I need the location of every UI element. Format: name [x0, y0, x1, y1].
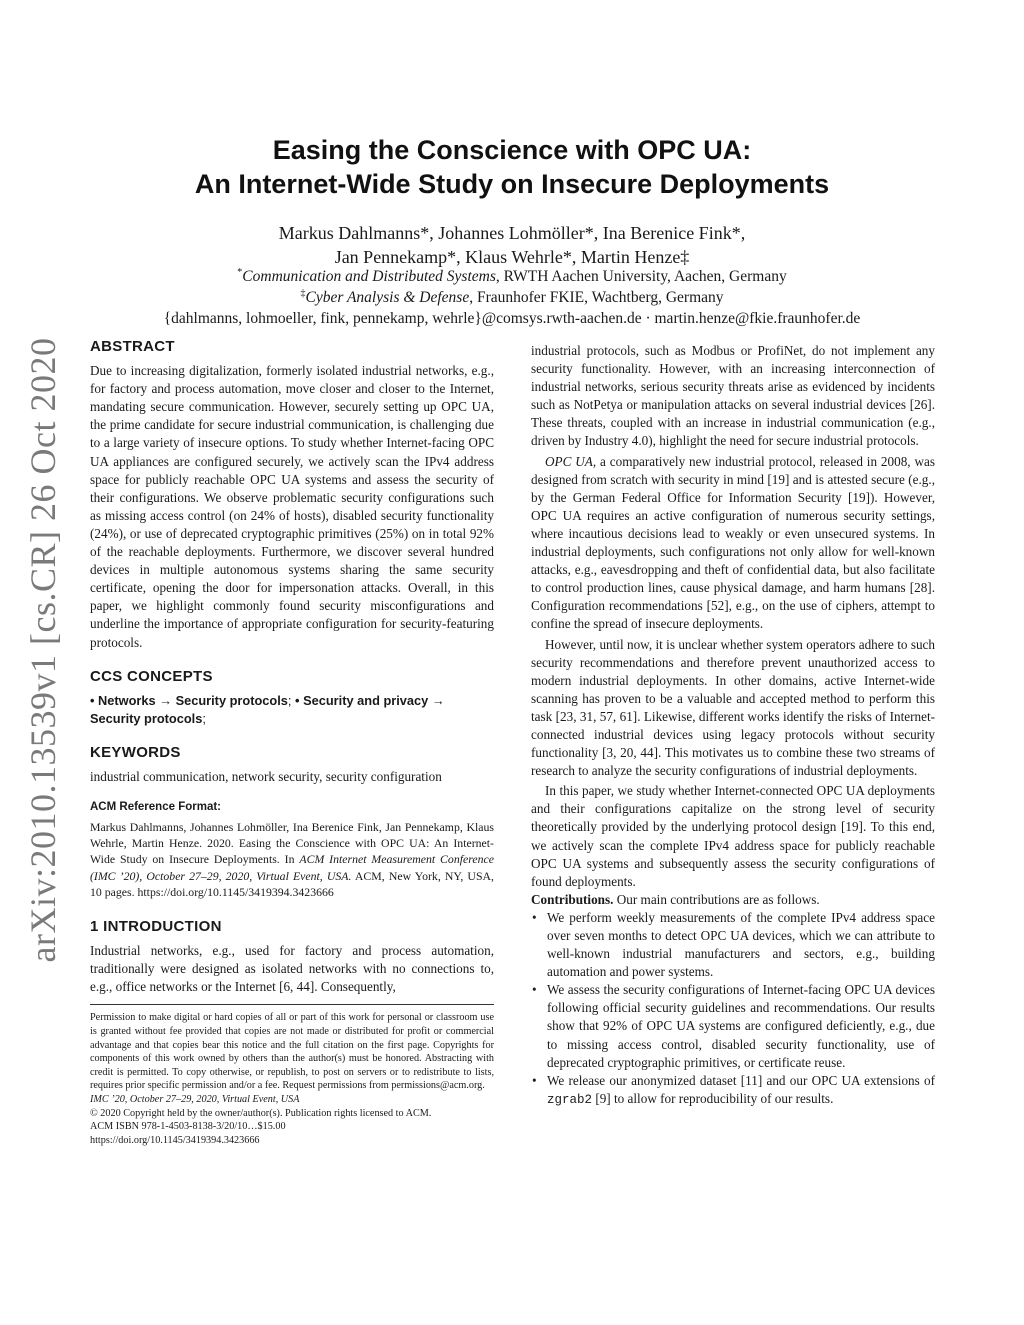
- ccs-category-security: • Security and privacy: [295, 692, 429, 708]
- contributions-paragraph: [531, 891, 935, 909]
- ccs-heading: CCS CONCEPTS: [90, 667, 213, 685]
- permission-copyright: © 2020 Copyright held by the owner/author(s). Publication rights licensed to ACM.: [90, 1107, 432, 1119]
- contributions-intro: Our main contributions are as follows.: [613, 891, 820, 907]
- authors-line-1: Markus Dahlmanns*, Johannes Lohmöller*, Ina Berenice Fink*,: [278, 223, 746, 243]
- author-list: [90, 221, 934, 269]
- ccs-concept-2: Security protocols: [90, 710, 203, 726]
- author-emails: {dahlmanns, lohmoeller, fink, pennekamp, wehrle}@comsys.rwth-aachen.de · martin.henze@fkie.fraunhofer.de: [163, 310, 861, 327]
- zgrab2-code: zgrab2: [547, 1092, 593, 1107]
- affiliation-2-group: Cyber Analysis & Defense: [305, 289, 470, 306]
- authors-line-2: Jan Pennekamp*, Klaus Wehrle*, Martin Henze‡: [334, 247, 690, 267]
- introduction-heading: 1 INTRODUCTION: [90, 917, 222, 935]
- paper-title: [90, 133, 934, 201]
- contribution-3-post: [9] to allow for reproducibility of our results.: [592, 1090, 834, 1106]
- permission-notice: [90, 1011, 494, 1147]
- acm-reference-doi: ACM, New York, NY, USA, 10 pages. https://doi.org/10.1145/3419394.3423666: [90, 868, 494, 899]
- ccs-category-networks: • Networks: [90, 692, 156, 708]
- abstract-text: Due to increasing digitalization, formerly isolated industrial networks, e.g., for factory and process automation, move closer and closer to the Internet, mandating secure communication. However, securely setting up OPC UA, the prime candidate for secure industrial communication, is challenging due to a large variety of insecure options. To study whether Internet-facing OPC UA appliances are configured securely, we actively scan the IPv4 address space for publicly reachable OPC UA systems and assess the security of their configurations. We observe problematic security configurations such as missing access control (on 24% of hosts), disabled security functionality (24%), or use of deprecated cryptographic primitives (25%) on in total 92% of the reachable deployments. Furthermore, we discover several hundred devices in multiple autonomous systems sharing the same security certificate, opening the door for impersonation attacks. Overall, in this paper, we highlight commonly found security misconfigurations and underline the importance of appropriate configuration for security-featuring protocols.: [90, 363, 494, 650]
- intro-paragraph-continued: industrial protocols, such as Modbus or ProfiNet, do not implement any security functionality. However, with an increasing interconnection of industrial networks, serious security threats arise as evidenced by incidents such as NotPetya or manipulation attacks on several industrial devices [26]. These threats, coupled with an increase in industrial communication (e.g., driven by Industry 4.0), highlight the need for secure industrial protocols.: [531, 343, 935, 449]
- bullet-icon: •: [532, 982, 537, 998]
- affiliation-1-mark: *: [237, 266, 243, 278]
- title-line-1: Easing the Conscience with OPC UA:: [272, 135, 752, 165]
- ccs-concept-1: Security protocols: [175, 692, 288, 708]
- list-item: [531, 909, 935, 981]
- contributions-label: Contributions.: [531, 891, 614, 907]
- permission-text: Permission to make digital or hard copies of all or part of this work for personal or classroom use is granted without fee provided that copies are not made or distributed for profit or commercial advantage and that copies bear this notice and the full citation on the first page. Copyrights for components of this work owned by others than the author(s) must be honored. Abstracting with credit is permitted. To copy otherwise, or republish, to post on servers or to redistribute to lists, requires prior specific permission and/or a fee. Request permissions from permissions@acm.org.: [90, 1012, 494, 1092]
- permission-doi-link[interactable]: https://doi.org/10.1145/3419394.3423666: [90, 1134, 260, 1146]
- contribution-2: We assess the security configurations of Internet-facing OPC UA devices following official security guidelines and recommendations. Our results show that 92% of OPC UA systems are configured deficiently, e.g., due to missing access control, disabled security functionality, use of deprecated cryptographic primitives, or certificate reuse.: [547, 982, 935, 1070]
- affiliations: [90, 266, 934, 329]
- affiliation-2-institution: , Fraunhofer FKIE, Wachtberg, Germany: [469, 289, 724, 306]
- intro-paragraph-however: However, until now, it is unclear whether system operators adhere to such security recommendations and therefore prevent unauthorized access to modern industrial deployments. In other domains, active Internet-wide scanning has proven to be a valuable and accepted method to perform this task [23, 31, 57, 61]. Likewise, different works identify the risks of Internet-connected industrial devices using legacy protocols without security functionality [3, 20, 44]. This motivates us to combine these two streams of research to analyze the security configurations of industrial deployments.: [531, 636, 935, 779]
- ccs-concepts: [90, 692, 494, 728]
- intro-paragraph-study: In this paper, we study whether Internet-connected OPC UA deployments and their configurations capitalize on the strong level of security theoretically provided by the underlying protocol design [19]. To this end, we actively scan the complete IPv4 address space for publicly reachable OPC UA systems and subsequently assess the security configurations of found deployments.: [531, 783, 935, 889]
- keywords-text: industrial communication, network security, security configuration: [90, 768, 442, 784]
- permission-conference: IMC ’20, October 27–29, 2020, Virtual Event, USA: [90, 1093, 300, 1105]
- title-line-2: An Internet-Wide Study on Insecure Deployments: [194, 169, 830, 199]
- abstract-heading: ABSTRACT: [90, 338, 175, 355]
- permission-isbn: ACM ISBN 978-1-4503-8138-3/20/10…$15.00: [90, 1121, 286, 1133]
- affiliation-2: [90, 287, 934, 308]
- introduction-paragraph-1: Industrial networks, e.g., used for factory and process automation, traditionally were designed as isolated networks with no connections to, e.g., office networks or the Internet [6, 44]. Consequently,: [90, 943, 494, 995]
- acm-reference-heading: ACM Reference Format:: [90, 800, 221, 813]
- contributions-list: [531, 909, 935, 1109]
- footnote-rule: [90, 1004, 494, 1005]
- ccs-arrow-2: →: [428, 692, 445, 708]
- left-column: [90, 338, 494, 1147]
- keywords-heading: KEYWORDS: [90, 743, 181, 761]
- contribution-1: We perform weekly measurements of the complete IPv4 address space over seven months to detect OPC UA devices, which we can attribute to well-known industrial manufacturers and sectors, e.g., building automation and power systems.: [547, 909, 935, 980]
- affiliation-2-mark: ‡: [300, 287, 306, 299]
- list-item: [531, 1072, 935, 1109]
- acm-reference-text: [90, 819, 494, 900]
- list-item: [531, 981, 935, 1071]
- bullet-icon: •: [532, 909, 537, 925]
- affiliation-1-institution: , RWTH Aachen University, Aachen, Germany: [495, 268, 787, 285]
- ccs-end: ;: [202, 710, 206, 726]
- opcua-paragraph-text: , a comparatively new industrial protocol, released in 2008, was designed from scratch with security in mind [19] and is attested secure (e.g., by the German Federal Office for Information Security [19]). However, OPC UA requires an active configuration of numerous security settings, where incautious decisions lead to weakly or even unsecured systems. In industrial deployments, such configurations not only allow for well-known attacks, e.g., eavesdropping and theft of confidential data, but also facilitate to control production lines, cause physical damage, and harm humans [28]. Configuration recommendations [52], e.g., on the use of ciphers, attempt to confine the spread of insecure deployments.: [531, 453, 935, 632]
- contribution-3-pre: We release our anonymized dataset [11] and our OPC UA extensions of: [547, 1072, 935, 1088]
- arxiv-side-stamp: [18, 337, 68, 963]
- affiliation-1-group: Communication and Distributed Systems: [242, 268, 496, 285]
- intro-paragraph-opcua: [531, 453, 935, 634]
- affiliation-1: [90, 266, 934, 287]
- arxiv-identifier[interactable]: arXiv:2010.13539v1 [cs.CR] 26 Oct 2020: [23, 337, 63, 963]
- acm-reference-venue: ACM Internet Measurement Conference (IMC ’20), October 27–29, 2020, Virtual Event, USA.: [90, 852, 494, 883]
- right-column: [531, 342, 935, 1109]
- ccs-separator: ;: [287, 692, 296, 708]
- bullet-icon: •: [532, 1072, 537, 1088]
- ccs-arrow-1: →: [155, 692, 176, 708]
- opcua-emphasis: OPC UA: [545, 453, 593, 469]
- acm-reference-authors: Markus Dahlmanns, Johannes Lohmöller, Ina Berenice Fink, Jan Pennekamp, Klaus Wehrle, Martin Henze. 2020. Easing the Conscience with OPC UA: An Internet-Wide Study on Insecure Deployments. In: [90, 819, 494, 867]
